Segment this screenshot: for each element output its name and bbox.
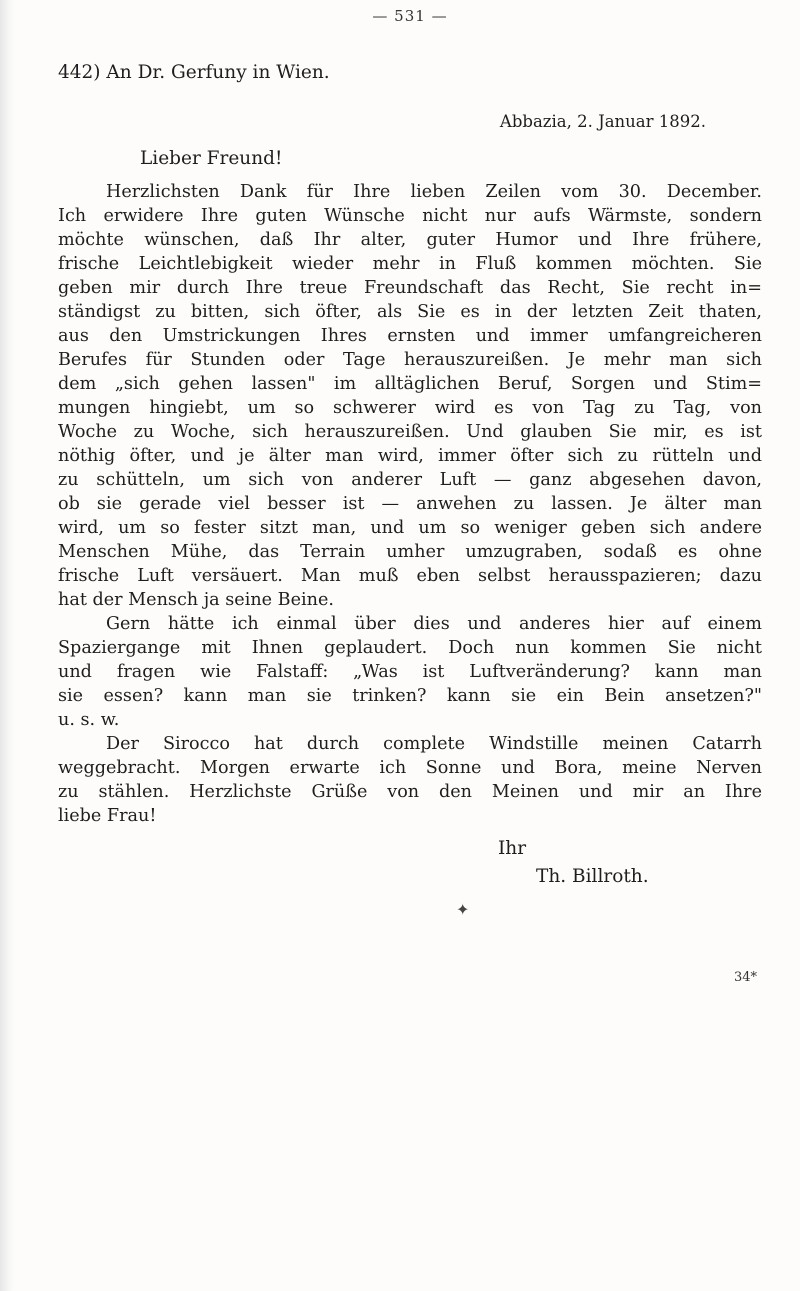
body-line: dem „sich gehen lassen" im alltäglichen Beruf, Sorgen und Stim= (58, 374, 762, 394)
printer-signature-mark: 34* (734, 970, 758, 985)
body-line: sie essen? kann man sie trinken? kann sie ein Bein ansetzen?" (58, 686, 762, 706)
body-line: Gern hätte ich einmal über dies und anderes hier auf einem (106, 614, 762, 634)
body-line: ob sie gerade viel besser ist — anwehen zu lassen. Je älter man (58, 494, 762, 514)
body-line: nöthig öfter, und je älter man wird, immer öfter sich zu rütteln und (58, 446, 762, 466)
body-line: Menschen Mühe, das Terrain umher umzugraben, sodaß es ohne (58, 542, 762, 562)
body-line: hat der Mensch ja seine Beine. (58, 590, 334, 610)
body-line: u. s. w. (58, 710, 120, 730)
body-line: und fragen wie Falstaff: „Was ist Luftveränderung? kann man (58, 662, 762, 682)
letter-salutation: Lieber Freund! (140, 148, 283, 169)
body-line: weggebracht. Morgen erwarte ich Sonne und Bora, meine Nerven (58, 758, 762, 778)
body-line: aus den Umstrickungen Ihres ernsten und immer umfangreicheren (58, 326, 762, 346)
letter-signature: Th. Billroth. (536, 866, 649, 887)
body-line: zu schütteln, um sich von anderer Luft — ganz abgesehen davon, (58, 470, 762, 490)
body-line: frische Luft versäuert. Man muß eben selbst herausspazieren; dazu (58, 566, 762, 586)
letter-place-date: Abbazia, 2. Januar 1892. (499, 112, 706, 131)
body-line: frische Leichtlebigkeit wieder mehr in Fluß kommen möchten. Sie (58, 254, 762, 274)
body-line: Spaziergange mit Ihnen geplaudert. Doch nun kommen Sie nicht (58, 638, 762, 658)
page-number: — 531 — (372, 7, 448, 25)
body-line: zu stählen. Herzlichste Grüße von den Meinen und mir an Ihre (58, 782, 762, 802)
book-page (58, 0, 762, 1291)
body-line: Woche zu Woche, sich herauszureißen. Und glauben Sie mir, es ist (58, 422, 762, 442)
body-line: möchte wünschen, daß Ihr alter, guter Humor und Ihre frühere, (58, 230, 762, 250)
body-line: Herzlichsten Dank für Ihre lieben Zeilen vom 30. December. (106, 182, 762, 202)
letter-heading: 442) An Dr. Gerfuny in Wien. (58, 62, 330, 83)
body-line: Berufes für Stunden oder Tage herauszureißen. Je mehr man sich (58, 350, 762, 370)
body-line: Der Sirocco hat durch complete Windstille meinen Catarrh (106, 734, 762, 754)
body-line: liebe Frau! (58, 806, 157, 826)
body-line: wird, um so fester sitzt man, und um so weniger geben sich andere (58, 518, 762, 538)
letter-closing: Ihr (498, 838, 527, 859)
body-line: Ich erwidere Ihre guten Wünsche nicht nur aufs Wärmste, sondern (58, 206, 762, 226)
body-line: mungen hingiebt, um so schwerer wird es von Tag zu Tag, von (58, 398, 762, 418)
body-line: ständigst zu bitten, sich öfter, als Sie es in der letzten Zeit thaten, (58, 302, 762, 322)
body-line: geben mir durch Ihre treue Freundschaft das Recht, Sie recht in= (58, 278, 762, 298)
scan-binding-edge (0, 0, 14, 1291)
fleuron-ornament: ✦ (456, 900, 470, 919)
